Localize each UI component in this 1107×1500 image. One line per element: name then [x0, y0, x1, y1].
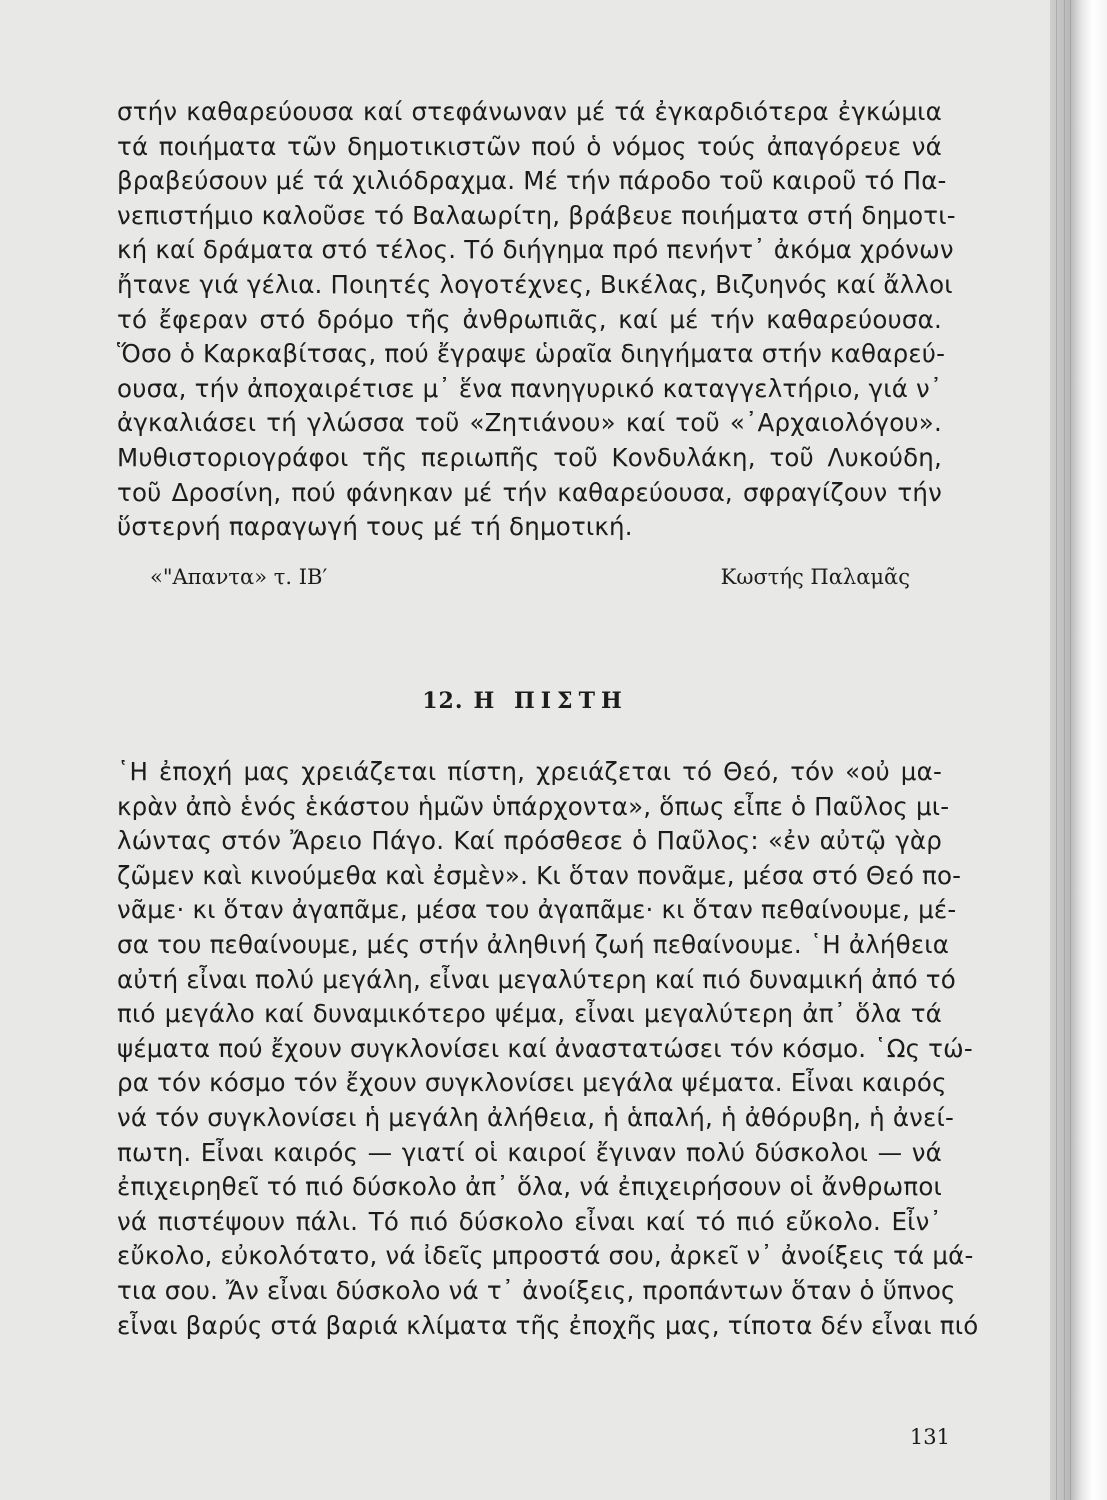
text-line: ἀγκαλιάσει τή γλώσσα τοῦ «Ζητιάνου» καί τοῦ «᾿Αρχαιολόγου».: [117, 408, 942, 438]
paragraph-main: [117, 755, 979, 1343]
text-line: Ὅσο ὁ Καρκαβίτσας, πού ἔγραψε ὡραῖα διηγήματα στήν καθαρεύ-: [117, 339, 946, 369]
text-line: ψέματα πού ἔχουν συγκλονίσει καί ἀναστατώσει τόν κόσμο. ῾Ως τώ-: [117, 1033, 973, 1063]
text-line: εὔκολο, εὐκολότατο, νά ἰδεῖς μπροστά σου, ἀρκεῖ ν᾿ ἀνοίξεις τά μά-: [117, 1241, 974, 1271]
paragraph-continued: [117, 95, 956, 545]
text-line: νᾶμε· κι ὅταν ἀγαπᾶμε, μέσα του ἀγαπᾶμε· κι ὅταν πεθαίνουμε, μέ-: [117, 895, 957, 925]
page-edge: [1050, 0, 1107, 1500]
source-author: Κωστής Παλαμᾶς: [720, 565, 910, 589]
text-line: λώντας στόν Ἄρειο Πάγο. Καί πρόσθεσε ὁ Παῦλος: «ἐν αὐτῷ γὰρ: [117, 826, 942, 856]
text-line: ρα τόν κόσμο τόν ἔχουν συγκλονίσει μεγάλα ψέματα. Εἶναι καιρός: [117, 1068, 947, 1098]
text-line: τια σου. Ἄν εἶναι δύσκολο νά τ᾿ ἀνοίξεις, προπάντων ὅταν ὁ ὕπνος: [117, 1275, 956, 1305]
text-line: Μυθιστοριογράφοι τῆς περιωπῆς τοῦ Κονδυλάκη, τοῦ Λυκούδη,: [117, 442, 942, 472]
text-line: ἤτανε γιά γέλια. Ποιητές λογοτέχνες, Βικέλας, Βιζυηνός καί ἄλλοι: [117, 269, 953, 299]
text-line: νά πιστέψουν πάλι. Τό πιό δύσκολο εἶναι καί τό πιό εὔκολο. Εἶν᾿: [117, 1206, 942, 1236]
text-line: πωτη. Εἶναι καιρός — γιατί οἱ καιροί ἔγιναν πολύ δύσκολοι — νά: [117, 1137, 942, 1167]
section-heading: [0, 688, 1050, 714]
text-line: ουσα, τήν ἀποχαιρέτισε μ᾿ ἕνα πανηγυρικό καταγγελτήριο, γιά ν᾿: [117, 373, 943, 403]
text-line: ῾Η ἐποχή μας χρειάζεται πίστη, χρειάζεται τό Θεό, τόν «οὐ μα-: [117, 757, 942, 786]
text-line: κή καί δράματα στό τέλος. Τό διήγημα πρό πενήντ᾿ ἀκόμα χρόνων: [117, 235, 954, 265]
edge-line: [1056, 0, 1057, 1500]
text-line: νεπιστήμιο καλοῦσε τό Βαλαωρίτη, βράβευε ποιήματα στή δημοτι-: [117, 200, 956, 230]
text-line: ὕστερνή παραγωγή τους μέ τή δημοτική.: [117, 512, 633, 542]
text-line: εἶναι βαρύς στά βαριά κλίματα τῆς ἐποχῆς μας, τίποτα δέν εἶναι πιό: [117, 1310, 979, 1340]
text-line: τοῦ Δροσίνη, πού φάνηκαν μέ τήν καθαρεύουσα, σφραγίζουν τήν: [117, 477, 942, 507]
edge-line: [1064, 0, 1065, 1500]
text-line: αὐτή εἶναι πολύ μεγάλη, εἶναι μεγαλύτερη καί πιό δυναμική ἀπό τό: [117, 964, 956, 994]
page-number: 131: [909, 1425, 950, 1449]
source-citation: [150, 565, 910, 589]
edge-line: [1070, 0, 1071, 1500]
text-line: τά ποιήματα τῶν δημοτικιστῶν πού ὁ νόμος τούς ἀπαγόρευε νά: [117, 131, 942, 161]
text-line: βραβεύσουν μέ τά χιλιόδραχμα. Μέ τήν πάροδο τοῦ καιροῦ τό Πα-: [117, 166, 947, 196]
text-line: ζῶμεν καὶ κινούμεθα καὶ ἐσμὲν». Κι ὅταν πονᾶμε, μέσα στό Θεό πο-: [117, 860, 962, 890]
source-work: «"Απαντα» τ. ΙΒ′: [150, 565, 328, 589]
text-line: ἐπιχειρηθεῖ τό πιό δύσκολο ἀπ᾿ ὅλα, νά ἐπιχειρήσουν οἱ ἄνθρωποι: [117, 1172, 942, 1202]
text-line: στήν καθαρεύουσα καί στεφάνωναν μέ τά ἐγκαρδιότερα ἐγκώμια: [117, 97, 942, 126]
text-line: σα του πεθαίνουμε, μές στήν ἀληθινή ζωή πεθαίνουμε. ῾Η ἀλήθεια: [117, 929, 950, 959]
section-number: 12.: [422, 688, 464, 714]
section-title: Η ΠΙΣΤΗ: [473, 688, 628, 714]
text-line: τό ἔφεραν στό δρόμο τῆς ἀνθρωπιᾶς, καί μέ τήν καθαρεύουσα.: [117, 304, 942, 334]
text-line: κρὰν ἀπὸ ἑνός ἑκάστου ἡμῶν ὑπάρχοντα», ὅπως εἶπε ὁ Παῦλος μι-: [117, 791, 950, 821]
text-line: νά τόν συγκλονίσει ἡ μεγάλη ἀλήθεια, ἡ ἁπαλή, ἡ ἀθόρυβη, ἡ ἀνεί-: [117, 1102, 955, 1132]
text-line: πιό μεγάλο καί δυναμικότερο ψέμα, εἶναι μεγαλύτερη ἀπ᾿ ὅλα τά: [117, 999, 942, 1029]
